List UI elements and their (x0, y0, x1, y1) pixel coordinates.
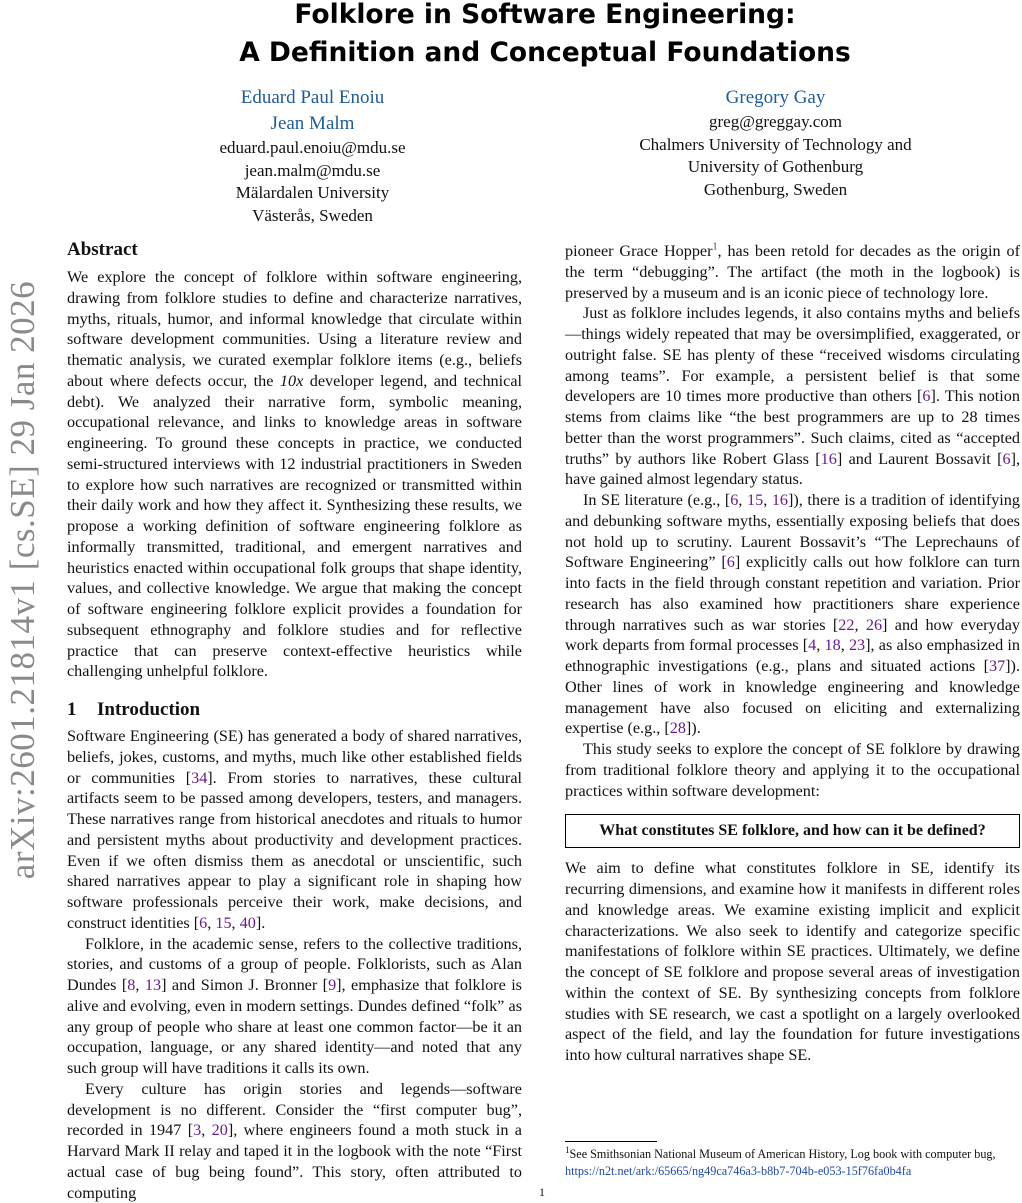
paragraph: Every culture has origin stories and legends—software development is no different. Consider the “first computer bug”, recorded in 1947 [3, 20], where engineers found a moth stuck in a Harvard Mark II relay and taped it in the logbook with the note “First actual case of bug being found”. This story, often attributed to computing (67, 1079, 522, 1202)
citation-link[interactable]: 6 (726, 553, 735, 572)
citation-link[interactable]: 3 (193, 1121, 202, 1140)
title-line-2: A Definition and Conceptual Foundations (239, 37, 851, 68)
arxiv-id-text: arXiv:2601.21814v1 [cs.SE] 29 Jan 2026 (3, 280, 43, 880)
footnote-mark: 1 (565, 1144, 570, 1155)
citation-link[interactable]: 6 (1002, 449, 1011, 468)
citation-link[interactable]: 22 (838, 615, 855, 634)
paragraph: This study seeks to explore the concept of SE folklore by drawing from traditional folklore theory and applying it to the occupational practices within software development: (565, 740, 1020, 800)
citation-link[interactable]: 20 (211, 1121, 228, 1140)
arxiv-identifier-stamp (0, 240, 46, 920)
author-location: Västerås, Sweden (252, 205, 373, 225)
author-block-left (160, 85, 465, 227)
author-location: Gothenburg, Sweden (703, 179, 848, 199)
footnote-text: See Smithsonian National Museum of American History, Log book with computer bug, (569, 1147, 996, 1161)
footnote-marker-link[interactable]: 1 (712, 241, 718, 253)
citation-link[interactable]: 40 (239, 913, 256, 932)
citation-link[interactable]: 28 (669, 719, 686, 738)
research-question-box: What constitutes SE folklore, and how can it be defined? (565, 814, 1020, 848)
footnote (565, 1146, 1020, 1180)
author-email: greg@greggay.com (708, 112, 843, 131)
author-affiliation: Mälardalen University (235, 183, 390, 202)
citation-link[interactable]: 23 (848, 636, 866, 655)
author-block-right (598, 85, 953, 201)
author-name[interactable]: Jean Malm (270, 113, 355, 134)
citation-link[interactable]: 9 (328, 976, 337, 994)
author-email: jean.malm@mdu.se (244, 160, 381, 180)
citation-link[interactable]: 18 (824, 636, 841, 655)
paragraph: In SE literature (e.g., [6, 15, 16]), there is a tradition of identifying and debunking software myths, essentially exposing beliefs that does not hold up to scrutiny. Laurent Bossavit’s “The Leprechauns of Software Engineering” [6] explicitly calls out how folklore can turn into facts in the field through constant repetition and variation. Prior research has also examined how practitioners share experience through narratives such as war stories [22, 26] and how everyday work departs from formal processes [4, 18, 23], as also emphasized in ethnographic investigations (e.g., plans and situated actions [37]). Other lines of work in knowledge engineering and knowledge management have also focused on eliciting and externalizing expertise (e.g., [28]). (565, 491, 1021, 738)
page-number: 1 (539, 1185, 545, 1199)
section-number: 1 (67, 699, 77, 720)
citation-link[interactable]: 16 (820, 449, 837, 468)
author-email: eduard.paul.enoiu@mdu.se (219, 138, 406, 157)
citation-link[interactable]: 6 (730, 491, 739, 509)
author-name[interactable]: Gregory Gay (725, 87, 826, 108)
citation-link[interactable]: 6 (922, 387, 931, 406)
citation-link[interactable]: 8 (127, 976, 136, 994)
author-affiliation: University of Gothenburg (687, 157, 864, 176)
citation-link[interactable]: 37 (988, 657, 1006, 675)
paper-title (70, 0, 1020, 72)
paragraph: pioneer Grace Hopper$^1$, has been retold for decades as the origin of the term “debugging”. The artifact (the moth in the logbook) is preserved by a museum and is an iconic piece of technology lore. (565, 241, 1020, 302)
section-heading-introduction (67, 698, 522, 722)
right-column (565, 241, 1020, 1066)
paragraph: Folklore, in the academic sense, refers to the collective traditions, stories, and customs of a group of people. Folklorists, such as Alan Dundes [8, 13] and Simon J. Bronner [9], emphasize that folklore is alive and evolving, even in modern settings. Dundes defined “folk” as any group of people who share at least one common factor—be it an occupation, language, or any shared identity—and noted that any such group will have traditions it calls its own. (67, 934, 522, 1077)
citation-link[interactable]: 34 (191, 768, 208, 787)
paragraph: Just as folklore includes legends, it also contains myths and beliefs—things widely repeated that may be oversimplified, exaggerated, or outright false. SE has plenty of these “received wisdoms circulating among teams”. For example, a persistent belief is that some developers are 10 times more productive than others [6]. This notion stems from claims like “the best programmers are up to 28 times better than the worst programmers”. Such claims, cited as “accepted truths” by authors like Robert Glass [16] and Laurent Bossavit [6], have gained almost legendary status. (565, 304, 1020, 489)
title-line-1: Folklore in Software Engineering: (294, 0, 796, 30)
footnote-url-link[interactable]: https://n2t.net/ark:/65665/ng49ca746a3-b8b7-704b-e053-15f76fa0b4fa (565, 1164, 912, 1178)
abstract-heading: Abstract (67, 239, 138, 260)
citation-link[interactable]: 15 (747, 491, 764, 509)
citation-link[interactable]: 13 (144, 976, 162, 994)
footnote-divider (565, 1141, 657, 1142)
citation-link[interactable]: 16 (771, 491, 789, 509)
author-name[interactable]: Eduard Paul Enoiu (240, 87, 385, 108)
citation-link[interactable]: 6 (199, 913, 208, 932)
author-affiliation: Chalmers University of Technology and (639, 134, 912, 154)
left-column (67, 238, 522, 1203)
section-title: Introduction (97, 699, 201, 720)
citation-link[interactable]: 26 (865, 615, 883, 634)
paragraph: We aim to define what constitutes folklore in SE, identify its recurring dimensions, and examine how it manifests in different roles and knowledge areas. We examine existing implicit and explicit characterizations. We also seek to identify and categorize specific manifestations of folklore within SE practices. Ultimately, we define the concept of SE folklore and propose several areas of investigation within the context of SE. By synthesizing concepts from folklore studies with SE research, we cast a spotlight on a largely overlooked aspect of the field, and lay the foundation for future investigations into how cultural narratives shape SE. (565, 859, 1020, 1064)
citation-link[interactable]: 15 (215, 913, 232, 932)
abstract-text: We explore the concept of folklore within software engineering, drawing from folklore studies to define and characterize narratives, myths, rituals, humor, and informal knowledge that circulate within software development communities. Using a literature review and thematic analysis, we curated exemplar folklore items (e.g., beliefs about where defects occur, the 10x developer legend, and technical debt). We analyzed their narrative form, symbolic meaning, occupational relevance, and links to knowledge areas in software engineering. To ground these concepts in practice, we conducted semi-structured interviews with 12 industrial practitioners in Sweden to explore how such narratives are recognized or transmitted within their daily work and how they affect it. Synthesizing these results, we propose a working definition of software engineering folklore as informally transmitted, traditional, and emergent narratives and heuristics enacted within occupational folk groups that shape identity, values, and collective knowledge. We argue that making the concept of software engineering folklore explicit provides a foundation for subsequent ethnography and folklore studies and for reflective practice that can preserve context-effective heuristics while challenging unhelpful folklore. (67, 268, 522, 681)
paragraph: Software Engineering (SE) has generated a body of shared narratives, beliefs, jokes, customs, and myths, much like other established fields or communities [34]. From stories to narratives, these cultural artifacts seem to be passed among developers, testers, and managers. These narratives range from historical anecdotes and rituals to humor and persistent myths about productivity and development practices. Even if we often dismiss them as anecdotal or unscientific, such shared narratives appear to play a significant role in shaping how software professionals perceive their work, make decisions, and construct identities [6, 15, 40]. (67, 727, 522, 932)
citation-link[interactable]: 4 (808, 636, 817, 655)
